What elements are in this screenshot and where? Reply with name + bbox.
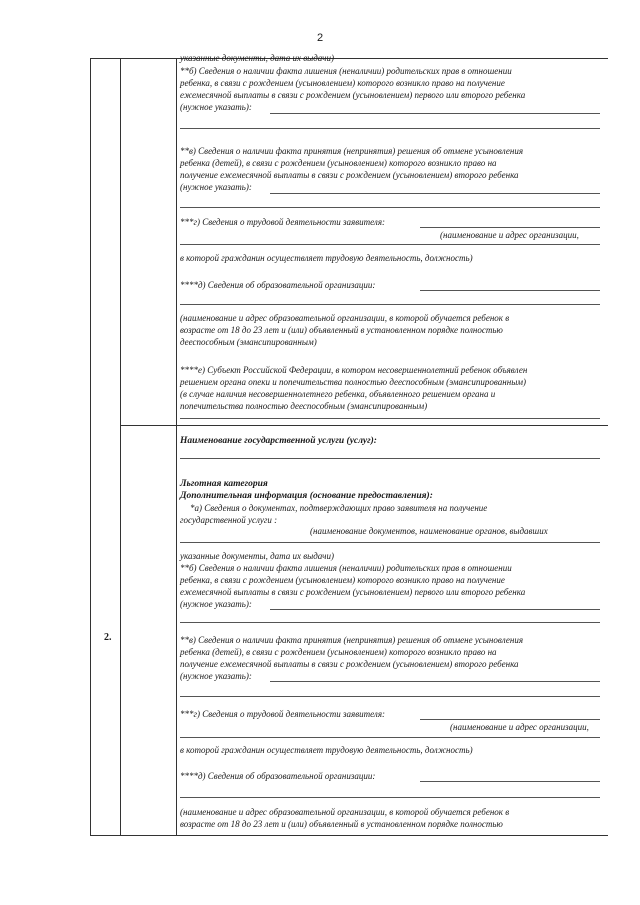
fill-line	[180, 207, 600, 208]
fill-line	[180, 542, 600, 543]
table-top-border	[90, 58, 608, 59]
fill-line	[180, 622, 600, 623]
text-line: (наименование и адрес образовательной организации, в которой обучается ребенок в	[180, 807, 510, 817]
text-line: дееспособным (эмансипированным)	[180, 337, 317, 347]
category-label: Льготная категория	[180, 479, 268, 489]
text-line: **б) Сведения о наличии факта лишения (неналичии) родительских прав в отношении	[180, 66, 512, 76]
text-line: ****е) Субъект Российской Федерации, в котором несовершеннолетний ребенок объявлен	[180, 365, 528, 375]
fill-line	[420, 227, 600, 228]
text-line: возрасте от 18 до 23 лет и (или) объявленный в установленном порядке полностью	[180, 325, 503, 335]
fill-line	[180, 797, 600, 798]
table-col-divider-2	[176, 58, 177, 835]
text-line: *а) Сведения о документах, подтверждающих право заявителя на получение	[190, 503, 488, 513]
fill-line	[180, 737, 600, 738]
text-line: указанные документы, дата их выдачи)	[180, 53, 334, 63]
text-line: попечительства полностью дееспособным (эмансипированным)	[180, 401, 428, 411]
text-line: получение ежемесячной выплаты в связи с рождением (усыновлением) второго ребенка	[180, 659, 519, 669]
text-line: **в) Сведения о наличии факта принятия (непринятия) решения об отмене усыновления	[180, 146, 524, 156]
fill-line	[180, 304, 600, 305]
text-line: ****д) Сведения об образовательной организации:	[180, 280, 376, 290]
text-line: решением органа опеки и попечительства полностью дееспособным (эмансипированным)	[180, 377, 527, 387]
fill-line	[180, 418, 600, 419]
row-divider	[120, 425, 608, 426]
row-number: 2.	[104, 632, 112, 643]
text-line: ребенка, в связи с рождением (усыновлением) которого возникло право на получение	[180, 78, 505, 88]
text-line: **в) Сведения о наличии факта принятия (непринятия) решения об отмене усыновления	[180, 635, 524, 645]
page-number: 2	[316, 32, 324, 44]
text-line: получение ежемесячной выплаты в связи с рождением (усыновлением) второго ребенка	[180, 170, 519, 180]
service-title: Наименование государственной услуги (услуг):	[180, 436, 377, 446]
fill-line	[270, 113, 600, 114]
fill-line	[420, 290, 600, 291]
additional-info-label: Дополнительная информация (основание предоставления):	[180, 491, 433, 501]
fill-line	[180, 696, 600, 697]
fill-line	[420, 781, 600, 782]
fill-line	[420, 719, 600, 720]
text-line: возрасте от 18 до 23 лет и (или) объявленный в установленном порядке полностью	[180, 819, 503, 829]
text-line: ежемесячной выплаты в связи с рождением (усыновлением) первого или второго ребенка	[180, 587, 526, 597]
text-line: (в случае наличия несовершеннолетнего ребенка, объявленного решением органа и	[180, 389, 496, 399]
text-line: ребенка, в связи с рождением (усыновлением) которого возникло право на получение	[180, 575, 505, 585]
text-line: ребенка (детей), в связи с рождением (усыновлением) которого возникло право на	[180, 158, 497, 168]
text-line: ***г) Сведения о трудовой деятельности заявителя:	[180, 709, 386, 719]
text-line: ****д) Сведения об образовательной организации:	[180, 771, 376, 781]
text-line: (нужное указать):	[180, 182, 252, 192]
text-line: **б) Сведения о наличии факта лишения (неналичии) родительских прав в отношении	[180, 563, 512, 573]
text-line: (нужное указать):	[180, 599, 252, 609]
table-col-divider	[120, 58, 121, 835]
text-line: в которой гражданин осуществляет трудовую деятельность, должность)	[180, 253, 473, 263]
fill-line	[270, 609, 600, 610]
text-line: (нужное указать):	[180, 102, 252, 112]
fill-line	[180, 128, 600, 129]
text-line: в которой гражданин осуществляет трудовую деятельность, должность)	[180, 745, 473, 755]
text-line: государственной услуги :	[180, 515, 278, 525]
text-line: ***г) Сведения о трудовой деятельности заявителя:	[180, 217, 386, 227]
text-line: (наименование и адрес образовательной организации, в которой обучается ребенок в	[180, 313, 510, 323]
text-line: (наименование и адрес организации,	[440, 230, 579, 240]
text-line: (наименование и адрес организации,	[450, 722, 589, 732]
fill-line	[270, 193, 600, 194]
fill-line	[180, 244, 600, 245]
text-line: (нужное указать):	[180, 671, 252, 681]
text-line: (наименование документов, наименование органов, выдавших	[310, 526, 548, 536]
text-line: указанные документы, дата их выдачи)	[180, 551, 334, 561]
table-left-border	[90, 58, 91, 835]
fill-line	[270, 681, 600, 682]
text-line: ребенка (детей), в связи с рождением (усыновлением) которого возникло право на	[180, 647, 497, 657]
row-divider-2	[90, 835, 608, 836]
fill-line	[180, 458, 600, 459]
text-line: ежемесячной выплаты в связи с рождением (усыновлением) первого или второго ребенка	[180, 90, 526, 100]
